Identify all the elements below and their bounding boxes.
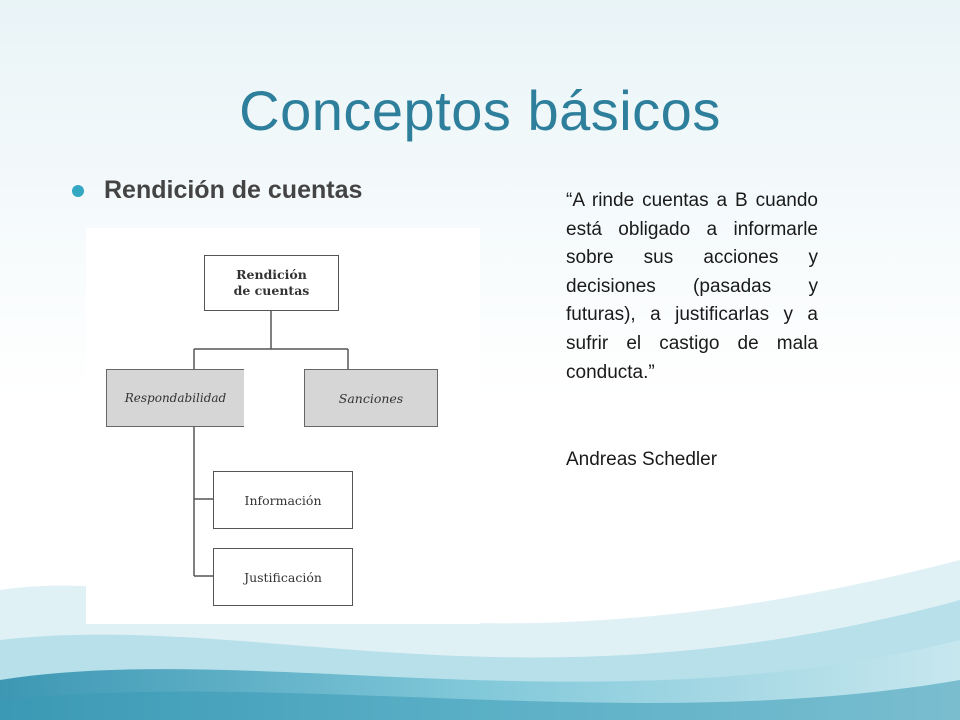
slide-title: Conceptos básicos	[239, 79, 721, 142]
bullet-text: Rendición de cuentas	[104, 176, 363, 204]
node-informacion: Información	[213, 471, 353, 529]
node-root-line1: Rendición	[236, 267, 307, 282]
quote-author: Andreas Schedler	[566, 449, 718, 470]
quote-text: “A rinde cuentas a B cuando está obligado a informarle sobre sus acciones y decisiones (pasadas y futuras), a justificarlas y a sufrir el castigo de mala conducta.”	[566, 190, 818, 383]
bullet-item	[72, 176, 362, 205]
org-diagram	[86, 228, 480, 624]
node-responsabilidad: Respondabilidad	[106, 369, 244, 427]
node-justificacion: Justificación	[213, 548, 353, 606]
bullet-dot-icon	[72, 185, 84, 197]
node-rendicion-de-cuentas	[204, 255, 339, 311]
node-sanciones: Sanciones	[304, 369, 438, 427]
node-root-line2: de cuentas	[233, 283, 310, 298]
